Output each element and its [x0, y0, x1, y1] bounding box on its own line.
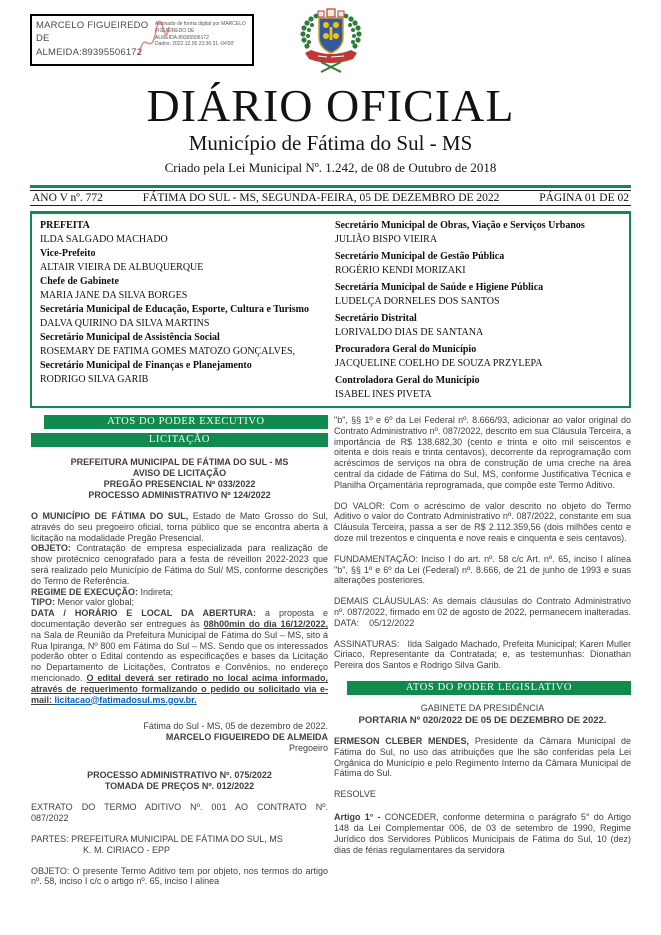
official-entry: [335, 312, 621, 340]
official-title: Secretário Municipal de Finanças e Planejamento: [40, 360, 252, 371]
official-title: Secretário Municipal de Gestão Pública: [335, 251, 505, 262]
official-entry: [40, 247, 326, 275]
notice-heading-line4: PROCESSO ADMINISTRATIVO Nº 124/2022: [88, 490, 271, 500]
extrato-assinaturas-paragraph: ASSINATURAS: Ilda Salgado Machado, Prefeita Municipal; Karen Muller Ciriaco, Representante da Contratada; e, as testemunhas: Dionathan Pereira dos Santos e Rodrigo Silva Garib.: [334, 638, 631, 671]
official-entry: [40, 219, 326, 247]
official-entry: [335, 374, 621, 402]
official-title: Secretário Distrital: [335, 313, 417, 324]
official-title: Secretária Municipal de Educação, Esporte, Cultura e Turismo: [40, 304, 309, 315]
signature-details: [155, 19, 248, 61]
notice-tipo-paragraph: TIPO: Menor valor global;: [31, 597, 135, 608]
extrato-partes: [31, 834, 328, 856]
official-name: ILDA SALGADO MACHADO: [40, 234, 168, 245]
official-entry: [335, 250, 621, 278]
crest-towers: [318, 9, 344, 17]
portaria-gabinete-heading: GABINETE DA PRESIDÊNCIA: [420, 702, 545, 713]
portaria-number-heading: PORTARIA Nº 020/2022 DE 05 DE DEZEMBRO DE 2022.: [358, 714, 607, 726]
official-name: MARIA JANE DA SILVA BORGES: [40, 290, 188, 301]
signature-details-line2: Dados: 2022.12.05 23:36:31 -04'00': [155, 41, 235, 48]
official-title: Vice-Prefeito: [40, 248, 96, 259]
extrato-title-line2: 087/2022: [31, 813, 69, 824]
notice-heading-line1: PREFEITURA MUNICIPAL DE FÁTIMA DO SUL - MS: [70, 457, 289, 467]
signature-details-line1: Assinado de forma digital por MARCELO FIGUEIREDO DE ALMEIDA:89395506172: [155, 21, 246, 41]
notice-objeto-paragraph: OBJETO: Contratação de empresa especializada para realização de show pirotécnico cenografado para a festa de réveillon 2022-2023 que será realizado pelo Município de Fátima do Sul/ MS, conforme descrições do Termo de Referência.: [31, 543, 328, 586]
portaria-artigo1-paragraph: Artigo 1° - CONCEDER, conforme determina o parágrafo 5° do Artigo 148 da Lei Complementar 006, de 03 de setembro de 1990, Regime Jurídico dos Servidores Públicos Municipais de Fátima do Sul, 10 (dez) dias de férias regulamentares da servidora: [334, 812, 631, 855]
officials-box: [30, 211, 631, 408]
portaria-intro-paragraph: ERMESON CLEBER MENDES, Presidente da Câmara Municipal de Fátima do Sul, no uso das atribuições que lhe são conferidas pela Lei Orgânica do Município e pelo Regimento Interno da Câmara Municipal de Fátima do Sul.: [334, 735, 632, 779]
gazette-title: DIÁRIO OFICIAL: [146, 80, 515, 131]
official-entry: [40, 359, 326, 387]
extrato-heading-line1: PROCESSO ADMINISTRATIVO Nº. 075/2022: [87, 770, 272, 781]
signoff-signer-role: Pregoeiro: [288, 743, 328, 754]
official-entry: [40, 331, 326, 359]
official-title: Secretário Municipal de Assistência Social: [40, 332, 220, 343]
official-title: Secretário Municipal de Obras, Viação e Serviços Urbanos: [335, 220, 585, 231]
official-name: JACQUELINE COELHO DE SOUZA PRZYLEPA: [335, 358, 543, 369]
extrato-data-line: DATA: 05/12/2022: [334, 617, 415, 628]
signoff-place-date: Fátima do Sul - MS, 05 de dezembro de 2022.: [143, 721, 328, 732]
official-name: ALTAIR VIEIRA DE ALBUQUERQUE: [40, 262, 204, 273]
official-name: ROGÉRIO KENDI MORIZAKI: [335, 265, 466, 276]
notice-signoff: [31, 721, 328, 754]
dateline-bar: [30, 185, 631, 206]
extrato-partes-line1: PARTES: PREFEITURA MUNICIPAL DE FÁTIMA DO SUL, MS: [31, 833, 283, 844]
extrato-continuation-paragraph: "b", §§ 1º e 6º da Lei Federal nº. 8.666/93, adicionar ao valor original do Contrato Administrativo nº. 087/2022, descrito em sua Cláusula Terceira, a importância de R$ 138.682,30 (cento e trinta e oito mil seiscentos e oitenta e dois reais e trinta centavos), decorrente da reprogramação com acréscimos de serviços na obra de construção de uma creche na área central da cidade de Fátima do Sul, MS, conforme Justificativa Técnica e Planilha Orçamentária reprogramada, que compõe este Termo Aditivo.: [334, 415, 631, 490]
officials-column-right: [326, 219, 621, 402]
body-columns: [31, 415, 631, 897]
official-title: PREFEITA: [40, 220, 90, 231]
extrato-heading: [31, 770, 328, 792]
notice-regime-paragraph: REGIME DE EXECUÇÃO: Indireta;: [31, 586, 174, 597]
notice-intro-paragraph: O MUNICÍPIO DE FÁTIMA DO SUL, Estado de Mato Grosso do Sul, através do seu pregoeiro oficial, torna público que se encontra aberta à licitação na modalidade Pregão Presencial.: [31, 511, 328, 543]
edition-number: ANO V nº. 772: [32, 192, 103, 204]
crest-stems: [321, 62, 341, 72]
official-title: Controladora Geral do Município: [335, 375, 480, 386]
left-column: [31, 415, 328, 897]
officials-column-left: [40, 219, 326, 402]
notice-heading: [31, 457, 328, 501]
official-entry: [335, 343, 621, 371]
extrato-title-line1: EXTRATO DO TERMO ADITIVO Nº. 001 AO CONTRATO Nº.: [31, 802, 328, 813]
section-header-legislativo: ATOS DO PODER LEGISLATIVO: [347, 681, 631, 695]
official-title: Procuradora Geral do Município: [335, 344, 477, 355]
notice-heading-line2: AVISO DE LICITAÇÃO: [132, 468, 227, 478]
page-number: PÁGINA 01 DE 02: [539, 192, 629, 204]
dateline-city-date: FÁTIMA DO SUL - MS, SEGUNDA-FEIRA, 05 DE DEZEMBRO DE 2022: [142, 192, 500, 204]
official-name: JULIÃO BISPO VIEIRA: [335, 234, 438, 245]
official-name: DALVA QUIRINO DA SILVA MARTINS: [40, 318, 210, 329]
right-column: [334, 415, 631, 897]
coat-of-arms: [293, 8, 369, 76]
masthead: [0, 82, 661, 176]
official-name: ROSEMARY DE FATIMA GOMES MATOZO GONÇALVES,: [40, 346, 296, 357]
signature-name: MARCELO FIGUEIREDO DE ALMEIDA:89395506172: [36, 20, 149, 58]
portaria-resolve: RESOLVE: [334, 789, 376, 800]
section-header-executivo: ATOS DO PODER EXECUTIVO: [44, 415, 328, 429]
extrato-objeto-paragraph: OBJETO: O presente Termo Aditivo tem por objeto, nos termos do artigo nº. 58, inciso I c/c o artigo nº. 65, inciso I alinea: [31, 865, 328, 887]
official-title: Secretária Municipal de Saúde e Higiene Pública: [335, 282, 544, 293]
notice-abertura-paragraph: DATA / HORÁRIO E LOCAL DA ABERTURA: a proposta e documentação deverão ser entregues às 08h00min do dia 16/12/2022, na Sala de Reunião da Prefeitura Municipal de Fátima do Sul – MS, sito á Rua Ipiranga, Nº 800 em Fátima do Sul – MS. Sendo que os interessados poderão obter o Edital contendo as especificações e bases da Licitação no Departamento de Licitações, Contratos e Convênios, no endereço mencionado. O edital deverá ser retirado no local acima informado, através de requerimento formalizando o pedido ou solicitado via e-mail: licitacao@fatimadosul.ms.gov.br.: [31, 608, 328, 705]
official-title: Chefe de Gabinete: [40, 276, 119, 287]
official-name: RODRIGO SILVA GARIB: [40, 374, 149, 385]
section-header-licitacao: LICITAÇÃO: [31, 433, 328, 447]
official-entry: [335, 219, 621, 247]
gazette-subtitle: Município de Fátima do Sul - MS: [188, 131, 473, 156]
licitacao-email-link[interactable]: licitacao@fatimadosul.ms.gov.br: [54, 694, 195, 705]
signoff-signer-name: MARCELO FIGUEIREDO DE ALMEIDA: [165, 732, 328, 743]
gazette-tagline: Criado pela Lei Municipal Nº. 1.242, de 08 de Outubro de 2018: [164, 160, 497, 176]
extrato-title: [31, 802, 328, 824]
extrato-partes-line2: K. M. CIRIACO - EPP: [83, 844, 171, 855]
notice-heading-line3: PREGÃO PRESENCIAL Nº 033/2022: [103, 479, 256, 489]
digital-signature-box: [30, 14, 254, 66]
extrato-heading-line2: TOMADA DE PREÇOS Nº. 012/2022: [104, 781, 255, 792]
official-name: ISABEL INES PIVETA: [335, 389, 432, 400]
extrato-demais-paragraph: DEMAIS CLÁUSULAS: As demais cláusulas do Contrato Administrativo nº. 087/2022, firmado em 02 de agosto de 2022, permanecem inalteradas.: [334, 596, 631, 617]
official-entry: [335, 281, 621, 309]
extrato-valor-paragraph: DO VALOR: Com o acréscimo de valor descrito no objeto do Termo Aditivo o valor do Contrato Administrativo nº. 087/2022, constante em sua Cláusula Terceira, passa a ser de R$ 2.112.359,56 (dois milhões cento e doze mil trezentos e cinquenta e nove reais e cinquenta e seis centavos).: [334, 500, 631, 543]
official-entry: [40, 303, 326, 331]
official-name: LUDELÇA DORNELES DOS SANTOS: [335, 296, 500, 307]
official-name: LORIVALDO DIAS DE SANTANA: [335, 327, 484, 338]
official-entry: [40, 275, 326, 303]
extrato-fundamentacao-paragraph: FUNDAMENTAÇÃO: Inciso I do art. nº. 58 c/c Art. nº. 65, inciso I alínea "b", §§ 1º e 6º da Lei (Federal) nº. 8.666, de 21 de junho de 1993 e suas alterações posteriores.: [334, 553, 631, 586]
